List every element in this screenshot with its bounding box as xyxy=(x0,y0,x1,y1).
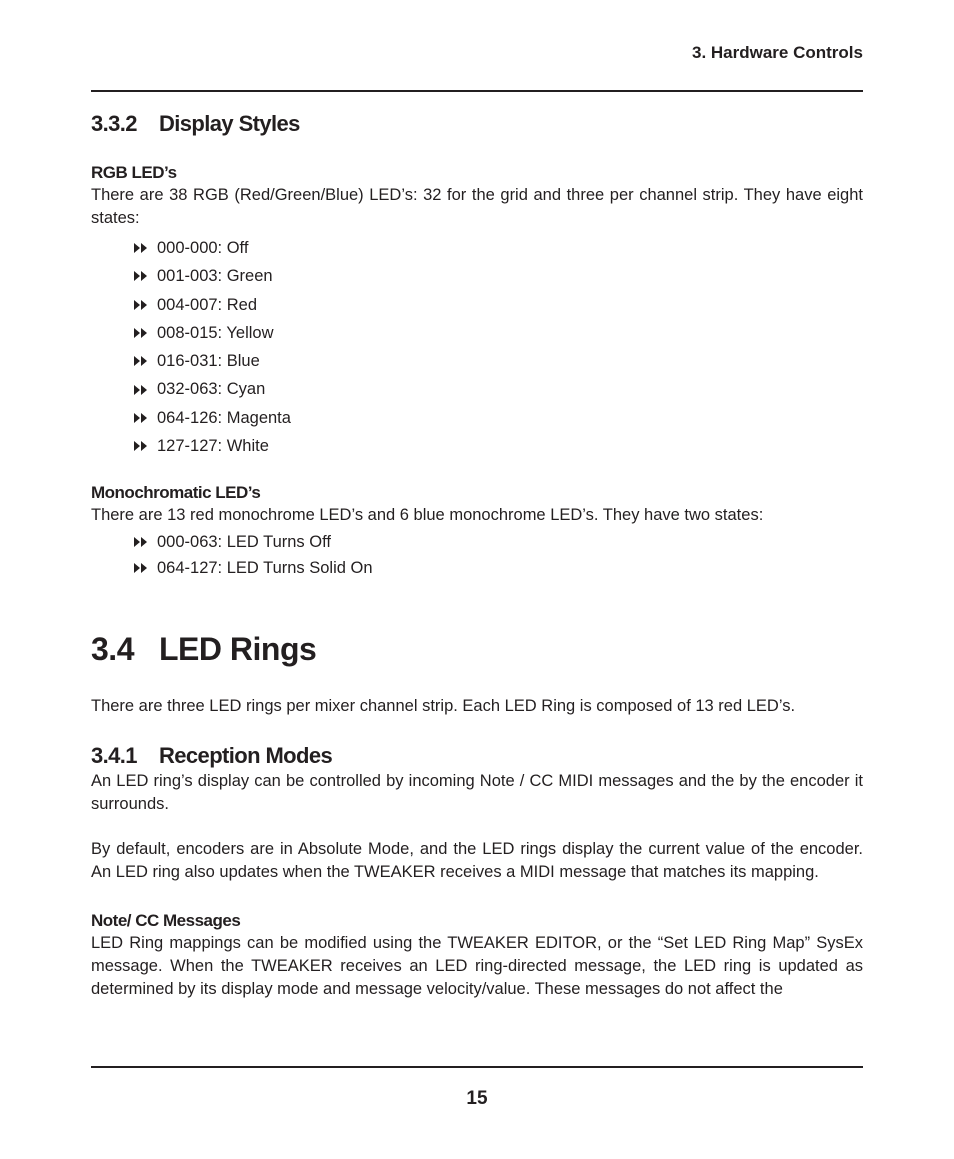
reception-modes-paragraph-2: By default, encoders are in Absolute Mode, and the LED rings display the current value of the encoder. An LED ring also updates when the TWEAKER receives a MIDI message that matches its mapping. xyxy=(91,840,863,882)
double-arrow-icon xyxy=(133,439,157,453)
list-item: 000-000: Off xyxy=(133,234,863,262)
section-3-4-1-heading xyxy=(91,742,863,770)
note-cc-messages-text: LED Ring mappings can be modified using the TWEAKER EDITOR, or the “Set LED Ring Map” SysEx message. When the TWEAKER receives an LED ring-directed message, the LED ring is updated as determined by its display mode and message velocity/value. These messages do not affect the xyxy=(91,934,863,999)
section-3-3-2-heading xyxy=(91,110,863,138)
double-arrow-icon xyxy=(133,241,157,255)
double-arrow-icon xyxy=(133,411,157,425)
section-number: 3.3.2 xyxy=(91,111,137,136)
list-item: 000-063: LED Turns Off xyxy=(133,529,863,555)
footer-rule xyxy=(91,1066,863,1068)
running-header: 3. Hardware Controls xyxy=(692,43,863,62)
section-number: 3.4.1 xyxy=(91,743,137,769)
section-title: LED Rings xyxy=(159,631,317,668)
page-number: 15 xyxy=(466,1088,488,1109)
reception-modes-paragraph-1: An LED ring’s display can be controlled by incoming Note / CC MIDI messages and the by the encoder it surrounds. xyxy=(91,772,863,814)
list-item: 001-003: Green xyxy=(133,262,863,290)
double-arrow-icon xyxy=(133,269,157,283)
section-title: Display Styles xyxy=(159,111,300,136)
double-arrow-icon xyxy=(133,561,157,575)
note-cc-messages-heading: Note/ CC Messages xyxy=(91,911,241,931)
monochromatic-leds-heading: Monochromatic LED’s xyxy=(91,483,261,503)
double-arrow-icon xyxy=(133,354,157,368)
double-arrow-icon xyxy=(133,298,157,312)
rgb-leds-heading: RGB LED’s xyxy=(91,163,177,182)
page-content xyxy=(91,100,863,1001)
list-item: 127-127: White xyxy=(133,432,863,460)
list-item: 008-015: Yellow xyxy=(133,319,863,347)
header-rule xyxy=(91,90,863,92)
double-arrow-icon xyxy=(133,383,157,397)
list-item: 064-127: LED Turns Solid On xyxy=(133,555,863,581)
rgb-leds-text: There are 38 RGB (Red/Green/Blue) LED’s: 32 for the grid and three per channel strip. They have eight states: xyxy=(91,186,863,227)
rgb-states-list xyxy=(91,234,863,460)
section-title: Reception Modes xyxy=(159,743,333,769)
monochromatic-leds-text: There are 13 red monochrome LED’s and 6 blue monochrome LED’s. They have two states: xyxy=(91,506,764,525)
list-item: 004-007: Red xyxy=(133,291,863,319)
led-rings-intro: There are three LED rings per mixer channel strip. Each LED Ring is composed of 13 red LED’s. xyxy=(91,697,796,716)
double-arrow-icon xyxy=(133,535,157,549)
list-item: 032-063: Cyan xyxy=(133,375,863,403)
list-item: 064-126: Magenta xyxy=(133,404,863,432)
section-3-4-heading xyxy=(91,629,863,669)
double-arrow-icon xyxy=(133,326,157,340)
list-item: 016-031: Blue xyxy=(133,347,863,375)
section-number: 3.4 xyxy=(91,631,134,668)
mono-states-list xyxy=(91,529,863,581)
